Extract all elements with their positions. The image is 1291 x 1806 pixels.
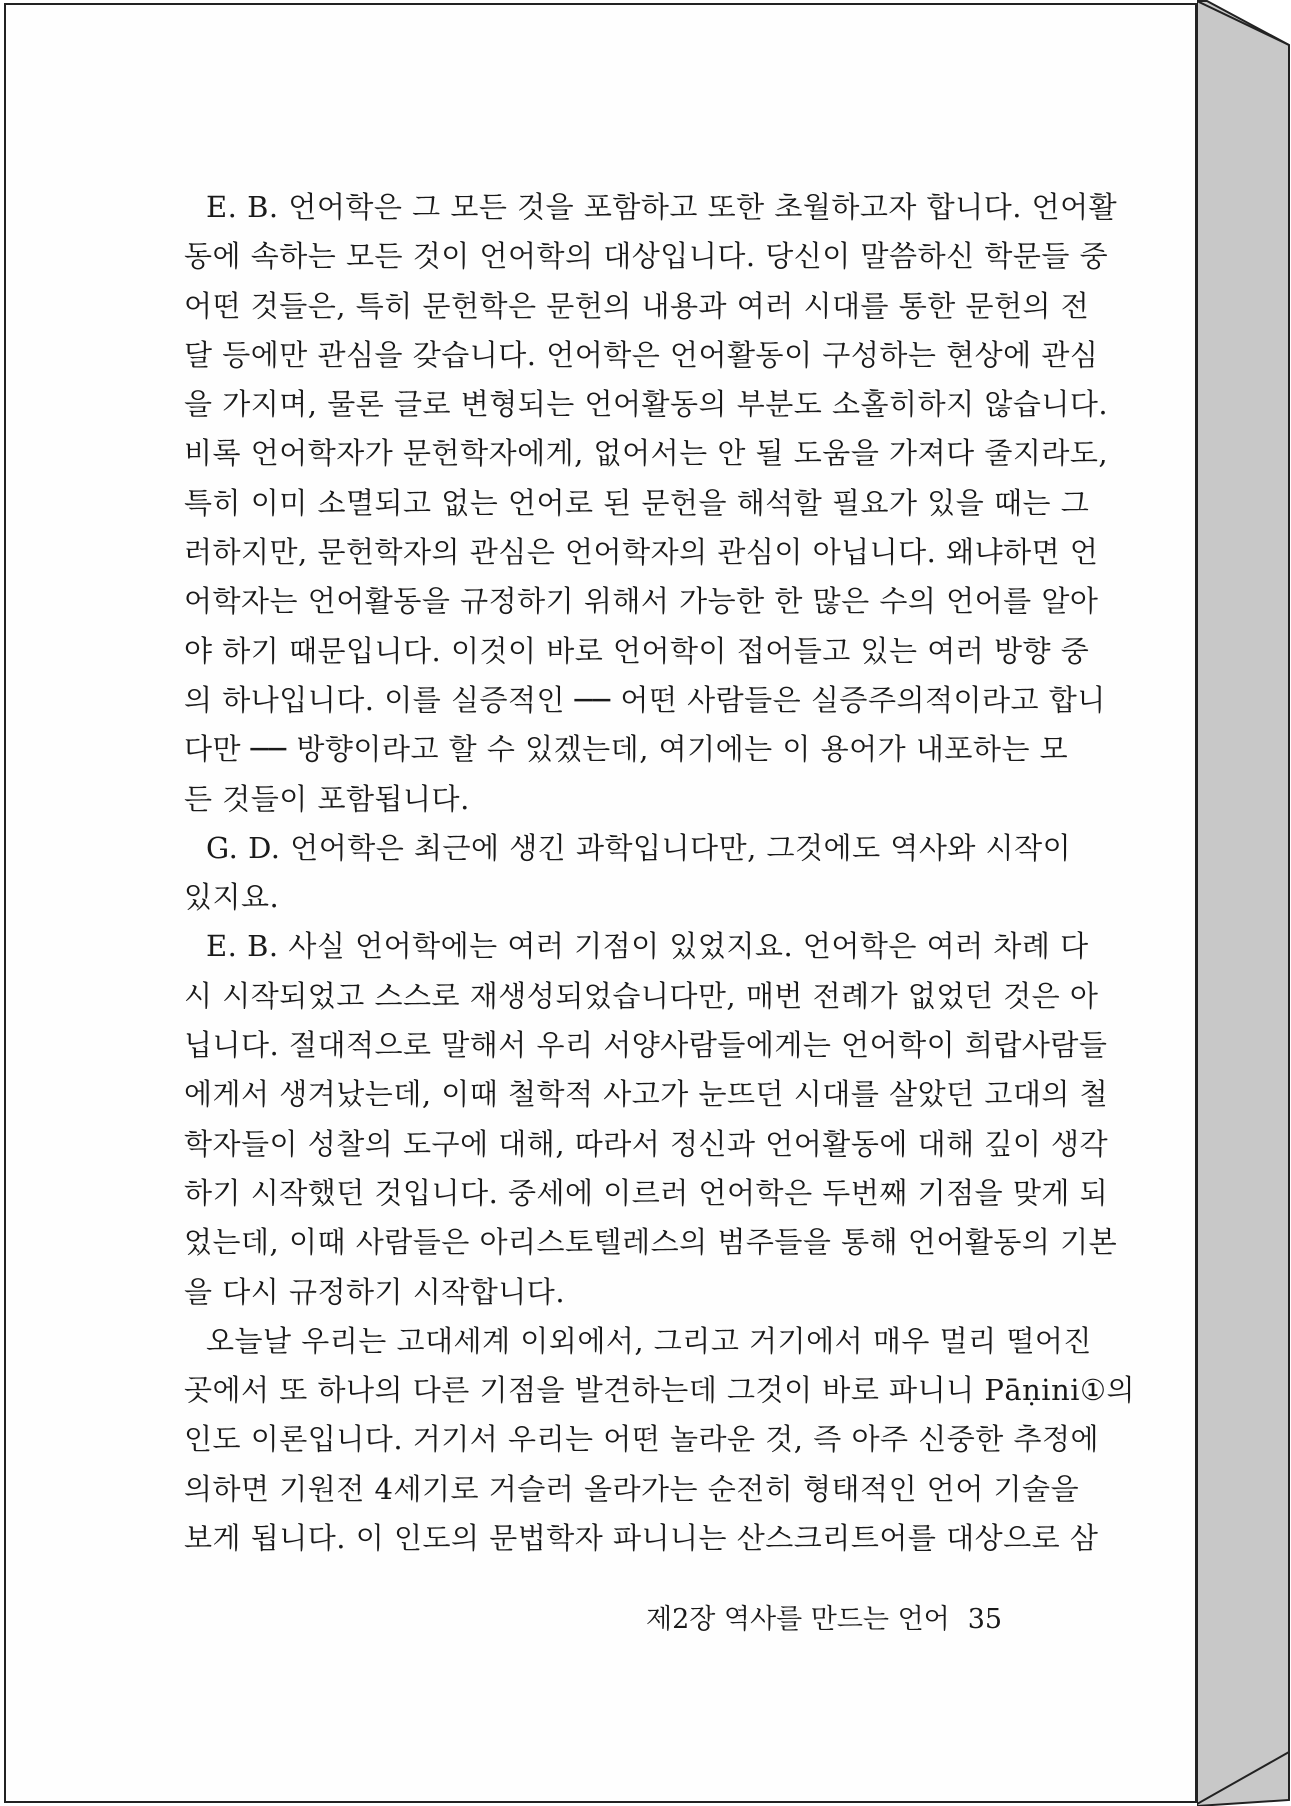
book-side-edge: [1197, 0, 1291, 1806]
text-line: 곳에서 또 하나의 다른 기점을 발견하는데 그것이 바로 파니니 Pāṇini①의: [184, 1373, 1136, 1408]
text-line: 하기 시작했던 것입니다. 중세에 이르러 언어학은 두번째 기점을 맞게 되: [184, 1175, 1109, 1210]
text-line: 든 것들이 포함됩니다.: [184, 781, 470, 816]
text-line: 었는데, 이때 사람들은 아리스토텔레스의 범주들을 통해 언어활동의 기본: [184, 1225, 1118, 1260]
text-line: 야 하기 때문입니다. 이것이 바로 언어학이 접어들고 있는 여러 방향 중: [184, 633, 1090, 668]
text-line: 동에 속하는 모든 것이 언어학의 대상입니다. 당신이 말씀하신 학문들 중: [184, 239, 1109, 274]
text-line: 을 다시 규정하기 시작합니다.: [184, 1274, 566, 1309]
text-line: G. D. 언어학은 최근에 생긴 과학입니다만, 그것에도 역사와 시작이: [206, 830, 1072, 865]
chapter-title: 제2장 역사를 만드는 언어: [646, 1604, 950, 1635]
text-line: 다만 ── 방향이라고 할 수 있겠는데, 여기에는 이 용어가 내포하는 모: [184, 732, 1069, 767]
text-line: 달 등에만 관심을 갖습니다. 언어학은 언어활동이 구성하는 현상에 관심: [184, 337, 1099, 372]
text-line: 인도 이론입니다. 거기서 우리는 어떤 놀라운 것, 즉 아주 신중한 추정에: [184, 1422, 1100, 1457]
text-line: 보게 됩니다. 이 인도의 문법학자 파니니는 산스크리트어를 대상으로 삼: [184, 1521, 1099, 1556]
body-text: [184, 183, 1136, 1563]
text-line: E. B. 언어학은 그 모든 것을 포함하고 또한 초월하고자 합니다. 언어활: [206, 190, 1118, 224]
text-line: 어떤 것들은, 특히 문헌학은 문헌의 내용과 여러 시대를 통한 문헌의 전: [184, 288, 1090, 323]
book-page: [4, 3, 1197, 1803]
text-line: 비록 언어학자가 문헌학자에게, 없어서는 안 될 도움을 가져다 줄지라도,: [184, 436, 1109, 471]
text-line: 닙니다. 절대적으로 말해서 우리 서양사람들에게는 언어학이 희랍사람들: [184, 1028, 1108, 1063]
text-line: 을 가지며, 물론 글로 변형되는 언어활동의 부분도 소홀히하지 않습니다.: [184, 387, 1109, 422]
text-line: E. B. 사실 언어학에는 여러 기점이 있었지요. 언어학은 여러 차례 다: [206, 929, 1089, 964]
page-number: 35: [967, 1604, 1003, 1635]
text-line: 학자들이 성찰의 도구에 대해, 따라서 정신과 언어활동에 대해 깊이 생각: [184, 1126, 1109, 1161]
text-line: 러하지만, 문헌학자의 관심은 언어학자의 관심이 아닙니다. 왜냐하면 언: [184, 535, 1099, 570]
text-line: 에게서 생겨났는데, 이때 철학적 사고가 눈뜨던 시대를 살았던 고대의 철: [184, 1077, 1109, 1112]
page-footer: [646, 1597, 1003, 1637]
text-line: 의하면 기원전 4세기로 거슬러 올라가는 순전히 형태적인 언어 기술을: [184, 1471, 1080, 1506]
text-line: 있지요.: [184, 880, 280, 915]
text-line: 의 하나입니다. 이를 실증적인 ── 어떤 사람들은 실증주의적이라고 합니: [184, 682, 1106, 717]
text-line: 특히 이미 소멸되고 없는 언어로 된 문헌을 해석할 필요가 있을 때는 그: [184, 485, 1090, 520]
text-line: 어학자는 언어활동을 규정하기 위해서 가능한 한 많은 수의 언어를 알아: [184, 584, 1099, 619]
text-line: 시 시작되었고 스스로 재생성되었습니다만, 매번 전례가 없었던 것은 아: [184, 978, 1099, 1013]
text-line: 오늘날 우리는 고대세계 이외에서, 그리고 거기에서 매우 멀리 떨어진: [206, 1323, 1092, 1358]
